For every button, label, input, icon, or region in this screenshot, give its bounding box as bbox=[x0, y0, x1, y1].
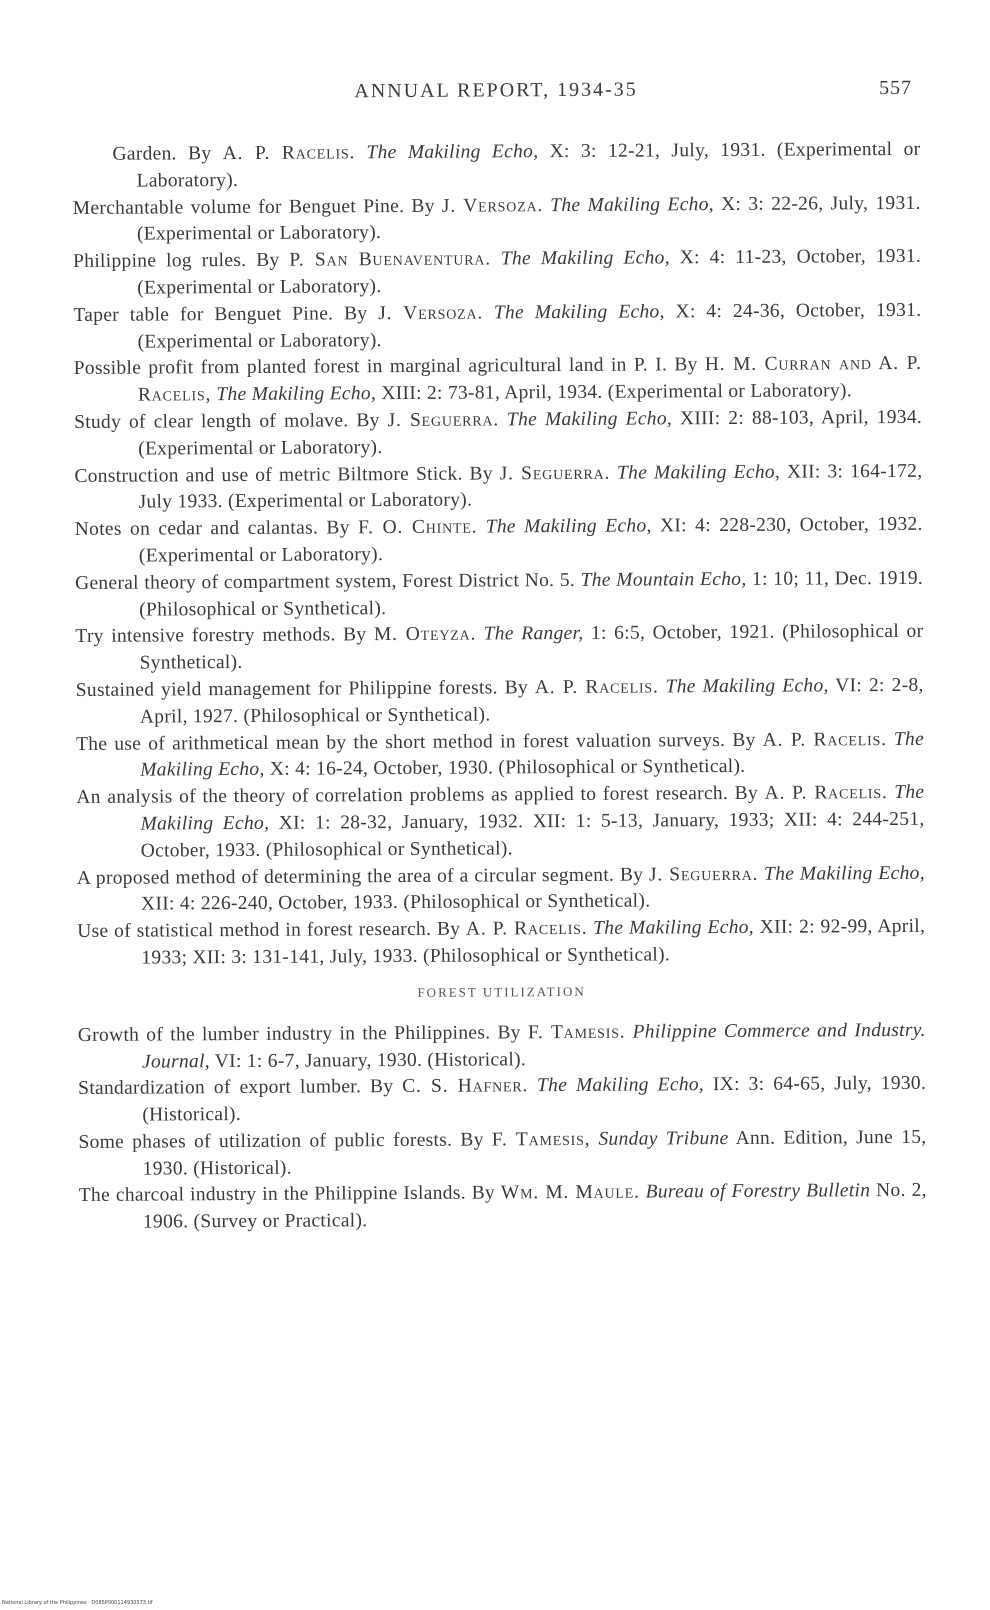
entry-citation: IX: 3: 64-65, July, 1930. (Historical). bbox=[142, 1073, 927, 1126]
page-header bbox=[72, 77, 920, 122]
entry-citation: 1: 10; 11, Dec. 1919. (Philosophical or Synthetical). bbox=[139, 567, 924, 621]
entry-author: P. San Buenaventura. bbox=[289, 248, 492, 271]
bibliography-entry bbox=[75, 566, 923, 625]
entry-citation: XI: 4: 228-230, October, 1932. (Experimental or Laboratory). bbox=[138, 513, 923, 567]
bibliography-entry bbox=[73, 190, 921, 249]
entry-author: J. Seguerra. bbox=[648, 863, 759, 886]
entry-author: A. P. Racelis. bbox=[534, 676, 659, 699]
bibliography-list bbox=[72, 137, 925, 973]
entry-citation: XII: 4: 226-240, October, 1933. (Philosophical or Synthetical). bbox=[140, 890, 651, 915]
entry-journal: The Makiling Echo, bbox=[763, 862, 925, 885]
bibliography-entry bbox=[76, 673, 924, 732]
entry-citation: VI: 2: 2-8, April, 1927. (Philosophical or Synthetical). bbox=[139, 674, 924, 728]
bibliography-entry bbox=[76, 726, 924, 785]
entry-journal: The Makiling Echo, bbox=[366, 141, 539, 164]
entry-journal: The Ranger, bbox=[483, 623, 584, 645]
entry-journal: The Makiling Echo, bbox=[616, 461, 781, 484]
entry-author: H. M. Curran and A. P. Racelis, bbox=[137, 353, 922, 406]
entry-citation: X: 4: 24-36, October, 1931. (Experimental or Laboratory). bbox=[137, 299, 922, 353]
bibliography-entry bbox=[77, 860, 925, 919]
entry-citation: XII: 3: 164-172, July 1933. (Experimental or Laboratory). bbox=[138, 460, 923, 513]
entry-citation: X: 4: 16-24, October, 1930. (Philosophical or Synthetical). bbox=[269, 756, 746, 781]
entry-title: Use of statistical method in forest research. By bbox=[77, 918, 461, 943]
bibliography-entry bbox=[74, 458, 922, 517]
entry-author: J. Seguerra. bbox=[387, 409, 500, 432]
entry-author: A. P. Racelis. bbox=[762, 728, 887, 751]
entry-title: Study of clear length of molave. By bbox=[74, 410, 380, 433]
entry-author: J. Versoza. bbox=[441, 194, 544, 217]
entry-title: A proposed method of determining the area of a circular segment. By bbox=[76, 864, 644, 889]
section-heading: FOREST UTILIZATION bbox=[417, 983, 586, 1000]
entry-author: M. Oteyza. bbox=[373, 623, 477, 646]
bibliography-entry bbox=[74, 405, 922, 464]
entry-title: Philippine log rules. By bbox=[73, 249, 280, 273]
entry-journal: The Makiling Echo, bbox=[593, 916, 755, 939]
entry-citation: VI: 1: 6-7, January, 1930. (Historical). bbox=[214, 1048, 527, 1072]
entry-author: F. Tamesis. bbox=[527, 1021, 626, 1043]
entry-journal: The Makiling Echo, bbox=[140, 728, 925, 781]
entry-title: Try intensive forestry methods. By bbox=[75, 624, 367, 648]
entry-title: Possible profit from planted forest in marginal agricultural land in P. I. By bbox=[73, 354, 698, 380]
bibliography-entry bbox=[73, 244, 921, 303]
entry-author: F. Tamesis, bbox=[491, 1128, 591, 1151]
entry-citation: XIII: 2: 73-81, April, 1934. (Experimental or Laboratory). bbox=[381, 380, 853, 405]
entry-title: Taper table for Benguet Pine. By bbox=[73, 302, 368, 326]
entry-citation: Ann. Edition, June 15, 1930. (Historical). bbox=[142, 1126, 927, 1180]
entry-author: F. O. Chinte. bbox=[357, 516, 478, 539]
entry-title: Sustained yield management for Philippine forests. By bbox=[75, 677, 529, 701]
entry-author: C. S. Hafner. bbox=[402, 1075, 529, 1098]
entry-citation: No. 2, 1906. (Survey or Practical). bbox=[142, 1180, 927, 1233]
bibliography-entry bbox=[75, 619, 923, 678]
entry-title: General theory of compartment system, Forest District No. 5. bbox=[74, 569, 576, 594]
entry-citation: 1: 6:5, October, 1921. (Philosophical or Synthetical). bbox=[139, 621, 924, 674]
bibliography-entry bbox=[75, 512, 923, 571]
entry-title: An analysis of the theory of correlation problems as applied to forest research. By bbox=[76, 782, 759, 809]
entry-title: Some phases of utilization of public forests. By bbox=[78, 1129, 484, 1153]
entry-title: The charcoal industry in the Philippine Islands. By bbox=[78, 1182, 496, 1207]
entry-author: A. P. Racelis. bbox=[222, 142, 356, 165]
bibliography-entry bbox=[76, 780, 924, 866]
entry-author: A. P. Racelis. bbox=[465, 917, 588, 940]
bibliography-entry bbox=[74, 351, 922, 410]
entry-citation: X: 4: 11-23, October, 1931. (Experimental or Laboratory). bbox=[137, 246, 922, 299]
bibliography-entry bbox=[79, 1178, 927, 1237]
entry-journal: Sunday Tribune bbox=[598, 1127, 729, 1150]
bibliography-entry bbox=[78, 1018, 926, 1077]
entry-citation: X: 3: 22-26, July, 1931. (Experimental or Laboratory). bbox=[136, 192, 921, 245]
entry-journal: The Makiling Echo, bbox=[536, 1074, 705, 1097]
page-number: 557 bbox=[878, 76, 913, 100]
entry-title: Construction and use of metric Biltmore Stick. By bbox=[74, 462, 493, 487]
entry-author: A. P. Racelis. bbox=[764, 782, 888, 804]
entry-journal: The Makiling Echo, bbox=[485, 515, 652, 538]
entry-journal: Bureau of Forestry Bulletin bbox=[645, 1180, 871, 1204]
entry-journal: The Makiling Echo, bbox=[506, 408, 673, 431]
bibliography-entry bbox=[78, 1071, 926, 1130]
bibliography-entry bbox=[78, 1125, 926, 1184]
bibliography-entry bbox=[72, 137, 920, 196]
entry-title: Garden. By bbox=[112, 143, 212, 165]
entry-journal: The Makiling Echo, bbox=[216, 383, 377, 406]
entry-journal: The Makiling Echo, bbox=[500, 247, 670, 270]
entry-journal: The Makiling Echo, bbox=[665, 675, 829, 698]
bibliography-entry bbox=[73, 298, 921, 357]
bibliography-list-forest-utilization bbox=[78, 1018, 927, 1238]
entry-citation: XII: 2: 92-99, April, 1933; XII: 3: 131-141, July, 1933. (Philosophical or Synthetical). bbox=[141, 915, 926, 969]
scan-footer-note: National Library of the Philippines · D085P000114930573.tif bbox=[2, 1600, 153, 1606]
entry-journal: The Makiling Echo, bbox=[140, 781, 925, 835]
entry-citation: XIII: 2: 88-103, April, 1934. (Experimental or Laboratory). bbox=[138, 406, 923, 460]
entry-journal: The Makiling Echo, bbox=[493, 301, 665, 324]
entry-journal: The Mountain Echo, bbox=[580, 568, 747, 591]
entry-title: Growth of the lumber industry in the Philippines. By bbox=[77, 1021, 521, 1046]
entry-title: The use of arithmetical mean by the short method in forest valuation surveys. By bbox=[75, 729, 756, 755]
entry-citation: X: 3: 12-21, July, 1931. (Experimental or Laboratory). bbox=[136, 138, 921, 192]
entry-author: Wm. M. Maule. bbox=[500, 1182, 640, 1204]
entry-journal: Philippine Commerce and Industry. Journal, bbox=[141, 1019, 926, 1073]
entry-author: J. Versoza. bbox=[378, 302, 484, 324]
page-content bbox=[72, 77, 927, 1237]
entry-title: Standardization of export lumber. By bbox=[78, 1076, 394, 1100]
entry-journal: The Makiling Echo, bbox=[550, 193, 714, 216]
bibliography-entry bbox=[77, 914, 925, 973]
entry-title: Merchantable volume for Benguet Pine. By bbox=[72, 195, 435, 219]
running-title: ANNUAL REPORT, 1934-35 bbox=[354, 78, 638, 103]
entry-author: J. Seguerra. bbox=[499, 462, 611, 484]
entry-citation: XI: 1: 28-32, January, 1932. XII: 1: 5-13, January, 1933; XII: 4: 244-251, October, 1933. (Philosophical or Synthetical). bbox=[140, 808, 925, 862]
entry-title: Notes on cedar and calantas. By bbox=[74, 517, 350, 541]
